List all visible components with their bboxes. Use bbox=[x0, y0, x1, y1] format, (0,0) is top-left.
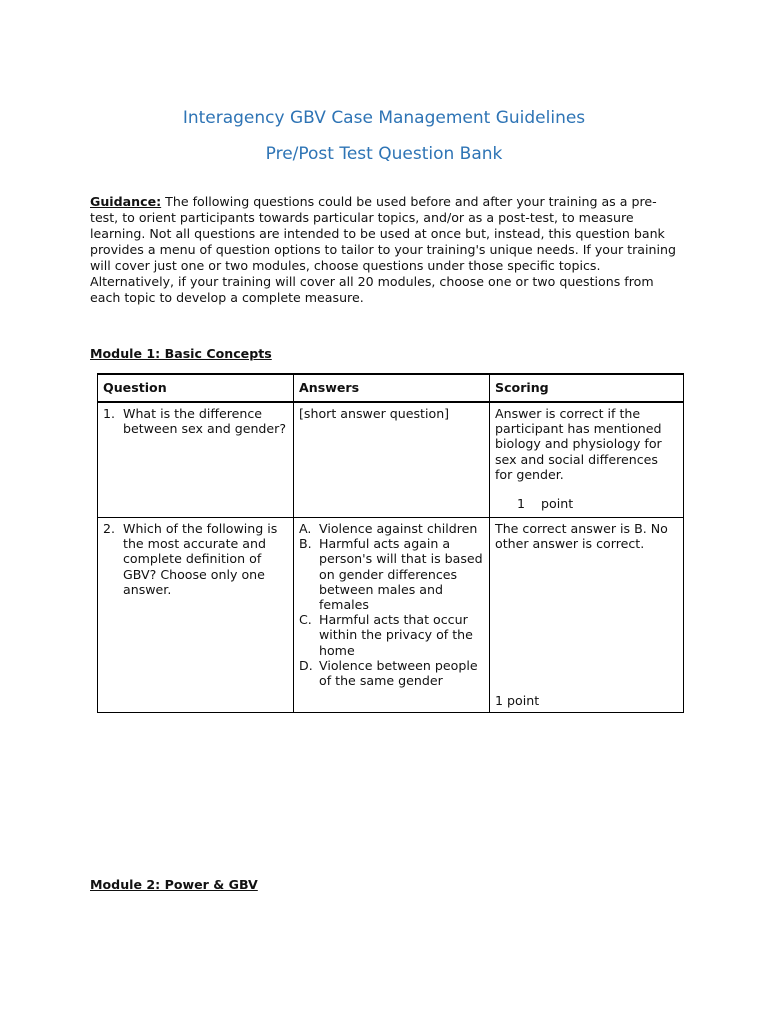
answer-option bbox=[299, 612, 484, 658]
guidance-text: The following questions could be used before and after your training as a pre-test, to orient participants towards particular topics, and/or as a post-test, to measure learning. Not all questions are intended to be used at once but, instead, this question bank provides a menu of question options to tailor to your training's unique needs. If your training will cover just one or two modules, choose questions under those specific topics. Alternatively, if your training will cover all 20 modules, choose one or two questions from each topic to develop a complete measure. bbox=[90, 194, 676, 305]
option-letter: D. bbox=[299, 657, 313, 673]
question-table bbox=[97, 373, 684, 713]
option-letter: B. bbox=[299, 536, 312, 552]
header-question: Question bbox=[98, 374, 294, 402]
question-cell bbox=[98, 402, 294, 518]
table-row bbox=[98, 518, 684, 713]
question-text: What is the difference between sex and gender? bbox=[123, 406, 287, 437]
guidance-label: Guidance: bbox=[90, 194, 162, 209]
scoring-text: The correct answer is B. No other answer is correct. bbox=[495, 521, 668, 552]
scoring-text: Answer is correct if the participant has mentioned biology and physiology for sex and social differences for gender. bbox=[495, 406, 662, 482]
question-number: 1. bbox=[103, 406, 116, 421]
points: 1 point bbox=[495, 692, 540, 708]
points-number: 1 bbox=[517, 496, 526, 512]
module-2-heading: Module 2: Power & GBV bbox=[90, 877, 258, 892]
page-subtitle: Pre/Post Test Question Bank bbox=[265, 144, 503, 164]
question-cell bbox=[98, 518, 294, 713]
table-header-row bbox=[98, 374, 684, 402]
header-scoring: Scoring bbox=[490, 374, 684, 402]
option-letter: A. bbox=[299, 521, 312, 536]
question-number: 2. bbox=[103, 521, 116, 536]
answer-option bbox=[299, 536, 484, 612]
guidance-paragraph bbox=[90, 194, 680, 306]
answer-option bbox=[299, 658, 484, 688]
answer-text: [short answer question] bbox=[299, 406, 450, 421]
points-word: point bbox=[541, 496, 574, 512]
module-1-heading: Module 1: Basic Concepts bbox=[90, 346, 272, 361]
option-text: Violence between people of the same gender bbox=[319, 657, 478, 689]
table-row bbox=[98, 402, 684, 518]
page-title: Interagency GBV Case Management Guidelines bbox=[182, 108, 586, 128]
header-answers: Answers bbox=[294, 374, 490, 402]
scoring-cell bbox=[490, 402, 684, 518]
option-text: Harmful acts that occur within the privacy of the home bbox=[319, 612, 473, 658]
question-text: Which of the following is the most accurate and complete definition of GBV? Choose only one answer. bbox=[123, 521, 278, 597]
option-letter: C. bbox=[299, 612, 312, 628]
option-text: Violence against children bbox=[319, 521, 478, 536]
scoring-cell bbox=[490, 518, 684, 713]
answer-option bbox=[299, 521, 484, 536]
points bbox=[495, 496, 678, 511]
answer-cell bbox=[294, 518, 490, 713]
answer-cell bbox=[294, 402, 490, 518]
option-text: Harmful acts again a person's will that is based on gender differences between males and females bbox=[319, 536, 483, 613]
